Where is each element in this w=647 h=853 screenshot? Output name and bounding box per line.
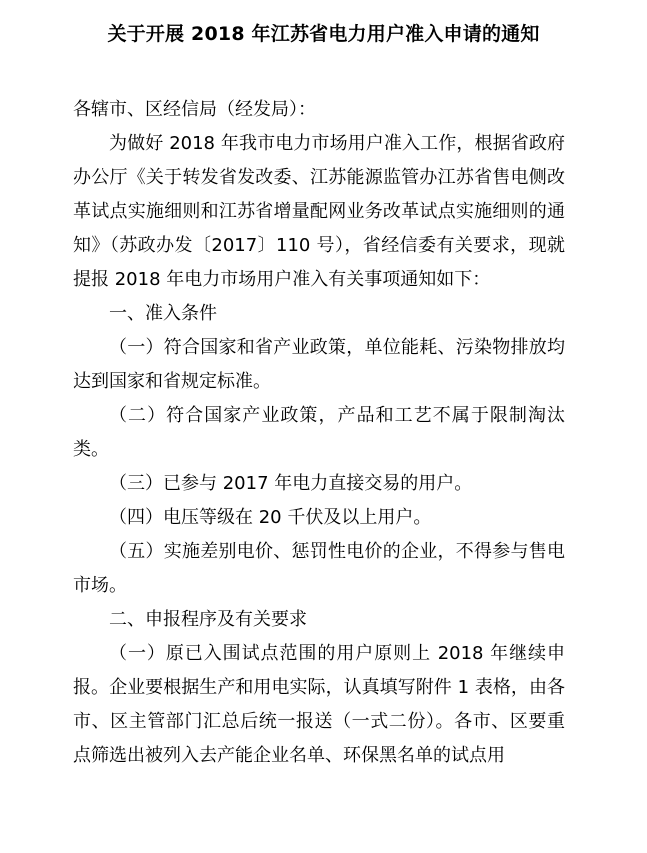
condition-item-4: （四）电压等级在 20 千伏及以上用户。 (109, 507, 432, 528)
condition-item-5: （五）实施差别电价、惩罚性电价的企业，不得参与售电市场。 (73, 541, 565, 596)
section-heading-procedure: 二、申报程序及有关要求 (109, 609, 307, 630)
section-heading-admission-conditions: 一、准入条件 (109, 303, 217, 324)
document-title: 关于开展 2018 年江苏省电力用户准入申请的通知 (107, 23, 540, 45)
procedure-item-1: （一）原已入围试点范围的用户原则上 2018 年继续申报。企业要根据生产和用电实际，认真填写附件 1 表格，由各市、区主管部门汇总后统一报送（一式二份）。各市、区要重点筛选出被列入去产能企业名单、环保黑名单的试点用 (73, 643, 565, 766)
condition-item-2: （二）符合国家产业政策，产品和工艺不属于限制淘汰类。 (73, 405, 565, 460)
condition-item-1: （一）符合国家和省产业政策，单位能耗、污染物排放均达到国家和省规定标准。 (73, 337, 565, 392)
condition-item-3: （三）已参与 2017 年电力直接交易的用户。 (109, 473, 473, 494)
salutation: 各辖市、区经信局（经发局）： (73, 99, 316, 120)
document-body (73, 93, 565, 773)
intro-paragraph: 为做好 2018 年我市电力市场用户准入工作，根据省政府办公厅《关于转发省发改委、江苏能源监管办江苏省售电侧改革试点实施细则和江苏省增量配网业务改革试点实施细则的通知》（苏政办发〔2017〕110 号），省经信委有关要求，现就提报 2018 年电力市场用户准入有关事项通知如下： (73, 133, 565, 290)
